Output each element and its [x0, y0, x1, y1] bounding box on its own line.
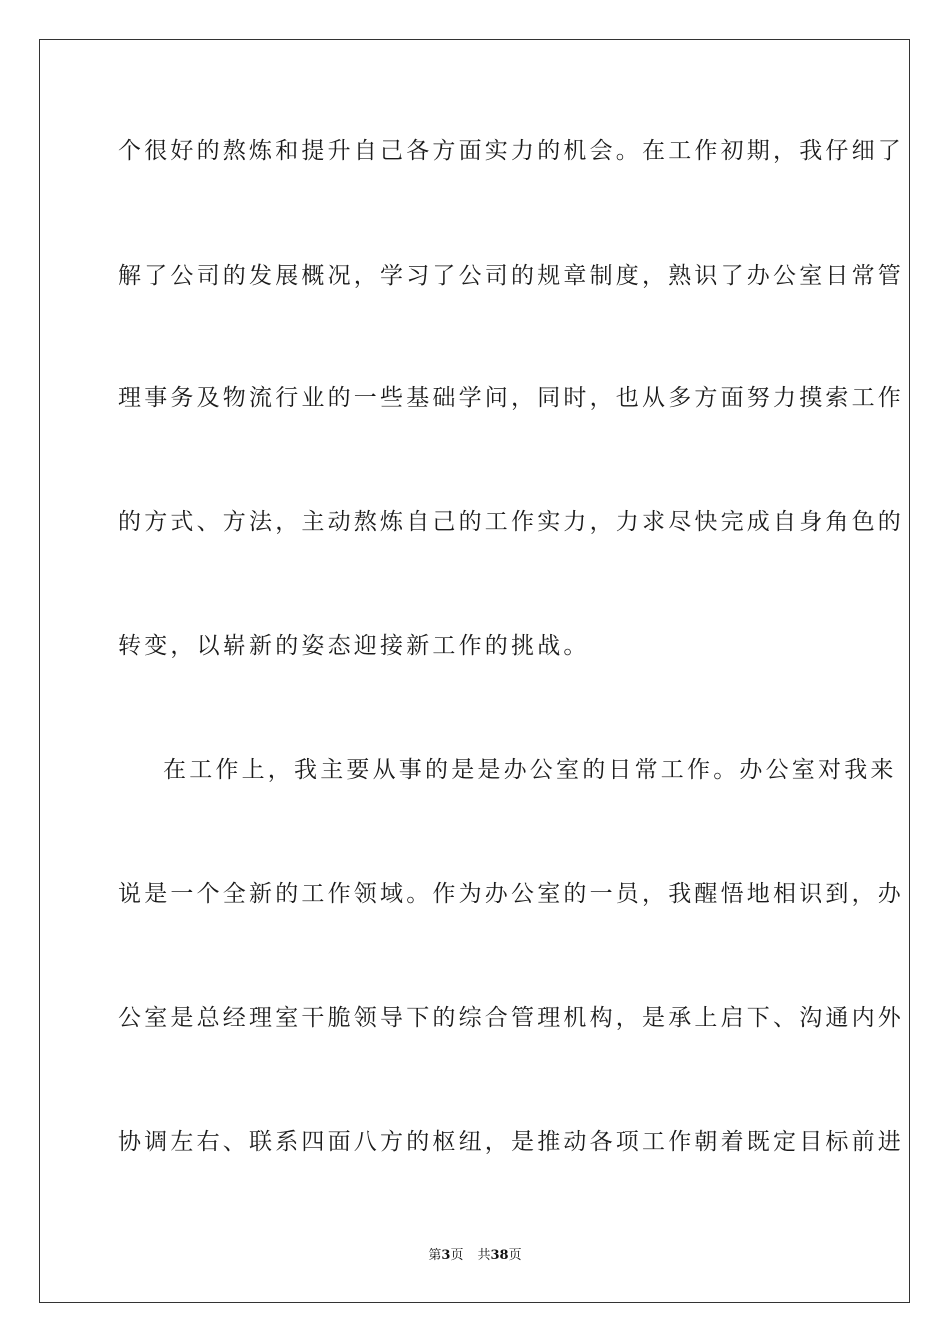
text-line: 个很好的熬炼和提升自己各方面实力的机会。在工作初期，我仔细了 — [118, 138, 904, 164]
page-footer — [0, 1248, 950, 1264]
page-number: 3 — [441, 1248, 451, 1263]
text-line: 的方式、方法，主动熬炼自己的工作实力，力求尽快完成自身角色的 — [118, 509, 904, 535]
text-line: 解了公司的发展概况，学习了公司的规章制度，熟识了办公室日常管 — [118, 263, 904, 289]
page-prefix: 第 — [428, 1248, 442, 1263]
total-prefix: 共 — [477, 1248, 491, 1263]
text-line: 说是一个全新的工作领域。作为办公室的一员，我醒悟地相识到，办 — [118, 881, 904, 907]
page-suffix: 页 — [450, 1248, 464, 1263]
text-line: 转变，以崭新的姿态迎接新工作的挑战。 — [118, 633, 590, 659]
text-line: 协调左右、联系四面八方的枢纽，是推动各项工作朝着既定目标前进 — [118, 1129, 904, 1155]
total-suffix: 页 — [508, 1248, 522, 1263]
page-border — [39, 39, 910, 1303]
paragraph-first-line: 在工作上，我主要从事的是是办公室的日常工作。办公室对我来 — [163, 757, 897, 783]
total-pages: 38 — [490, 1248, 509, 1263]
text-line: 公室是总经理室干脆领导下的综合管理机构，是承上启下、沟通内外 — [118, 1005, 904, 1031]
text-line: 理事务及物流行业的一些基础学问，同时，也从多方面努力摸索工作 — [118, 385, 904, 411]
